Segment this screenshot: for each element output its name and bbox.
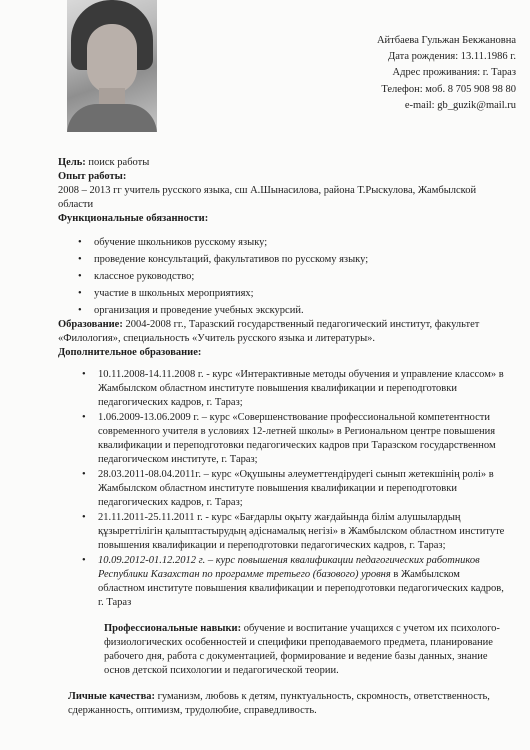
goal-label: Цель: — [58, 157, 86, 168]
experience-text: 2008 – 2013 гг учитель русского языка, сш А.Шынасилова, района Т.Рыскулова, Жамбылской области — [58, 185, 477, 210]
birth-date: Дата рождения: 13.11.1986 г. — [388, 51, 516, 63]
personal-text: гуманизм, любовь к детям, пунктуальность, скромность, ответственность, сдержанность, оптимизм, трудолюбие, справедливость. — [68, 691, 490, 716]
duties-list — [58, 236, 508, 318]
education-label: Образование: — [58, 319, 123, 330]
skills-section — [104, 622, 500, 678]
courses-list — [58, 368, 508, 610]
experience-label: Опыт работы: — [58, 171, 127, 182]
goal-value: поиск работы — [85, 157, 150, 168]
list-item: • обучение школьников русскому языку; — [58, 236, 508, 250]
personal-section — [68, 690, 500, 718]
full-name: Айтбаева Гульжан Бекжановна — [376, 35, 516, 46]
skills-text: обучение и воспитание учащихся с учетом их психолого-физиологических особенностей и специфики преподаваемого предмета, планирование рабочего дня, работа с документацией, формирование и ведение базы данных, знание основ детской психологии и педагогической теории. — [104, 623, 500, 676]
address: Адрес проживания: г. Тараз — [392, 67, 516, 79]
list-item: • классное руководство; — [58, 270, 508, 284]
list-item: • организация и проведение учебных экскурсий. — [58, 304, 508, 318]
duties-section — [58, 212, 508, 321]
duties-label: Функциональные обязанности: — [58, 213, 209, 224]
list-item: • участие в школьных мероприятиях; — [58, 287, 508, 301]
personal-label: Личные качества: — [68, 691, 155, 702]
contact-block — [377, 33, 516, 114]
list-item: • 28.03.2011-08.04.2011г. – курс «Оқушыны әлеуметтендірудегі сынып жетекшінің ролі» в Жамбылском областном институте повышения квалификации и переподготовки педагогических кадров, г. Тараз; — [58, 468, 508, 510]
list-item: • 10.11.2008-14.11.2008 г. - курс «Интерактивные методы обучения и управление классом» в Жамбылском областном институте повышения квалификации и переподготовки педагогических кадров, г. Тараз; — [58, 368, 508, 410]
additional-education-section — [58, 368, 508, 611]
additional-education-label: Дополнительное образование: — [58, 347, 202, 358]
course-title-italic: 10.09.2012-01.12.2012 г. – курс повышения квалификации педагогических работников Республики Казахстан по программе третьего (базового) уровня — [98, 555, 480, 580]
phone: Телефон: моб. 8 705 908 98 80 — [381, 83, 516, 95]
list-item — [58, 554, 508, 610]
email: e-mail: gb_guzik@mail.ru — [404, 99, 516, 111]
experience-section — [58, 170, 508, 212]
list-item: • 21.11.2011-25.11.2011 г. - курс «Бағдарлы оқыту жағдайында білім алушылардың құзыреттілігін қалыптастырудың әдіснамалық негізі» в Жамбылском областном институте повышения квалификации и переподготовки педагогических кадров, г. Тараз; — [58, 511, 508, 553]
profile-photo — [67, 0, 157, 132]
list-item: • проведение консультаций, факультативов по русскому языку; — [58, 253, 508, 267]
goal-section — [58, 156, 508, 170]
course-rest: в Жамбылском областном институте повышения квалификации и переподготовки педагогических кадров, г. Тараз — [98, 569, 504, 608]
list-item: • 1.06.2009-13.06.2009 г. – курс «Совершенствование профессиональной компетентности современного учителя в условиях 12-летней школы» в Региональном центре повышения квалификации и переподготовки педагогических кадров при Таразском государственном педагогическом институте, г. Тараз; — [58, 411, 508, 467]
skills-label: Профессиональные навыки: — [104, 623, 242, 634]
education-text: 2004-2008 гг., Таразский государственный педагогический институт, факультет «Филология», специальность «Учитель русского языка и литературы». — [58, 319, 480, 344]
education-section — [58, 318, 508, 360]
